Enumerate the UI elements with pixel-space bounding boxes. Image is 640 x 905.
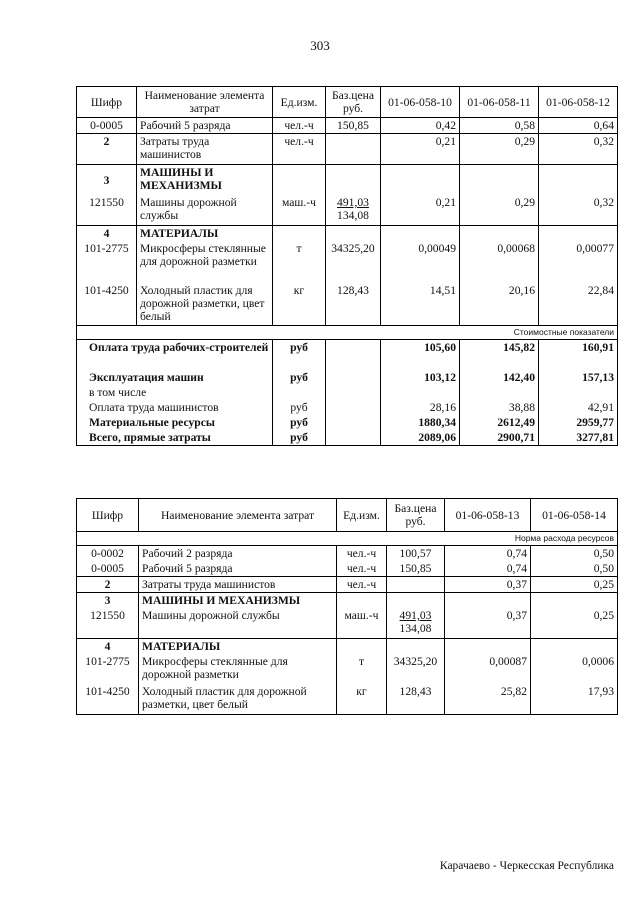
summary-row (77, 430, 618, 446)
cell-unit: кг (337, 684, 387, 715)
norm-label: Норма расхода ресурсов (77, 532, 618, 546)
cell-value: 17,93 (531, 684, 618, 715)
cell-price (326, 195, 381, 226)
cell-unit: чел.-ч (273, 118, 326, 134)
summary-unit: руб (273, 400, 326, 415)
summary-name: Оплата труда машинистов (77, 400, 273, 415)
summary-unit: руб (273, 340, 326, 371)
section-row (77, 226, 618, 242)
cell-name: Микросферы стеклянные для дорожной разметки (139, 654, 337, 684)
header-name: Наименование элемента затрат (139, 499, 337, 532)
header-name: Наименование элемента затрат (137, 87, 273, 118)
cell-price: 128,43 (387, 684, 445, 715)
cell-name: Машины дорожной службы (139, 608, 337, 639)
cell-code: 3 (77, 593, 139, 609)
summary-value: 3277,81 (539, 430, 618, 446)
summary-name: Эксплуатация машин (77, 370, 273, 385)
header-col-11: 01-06-058-11 (460, 87, 539, 118)
cell-unit: чел.-ч (337, 561, 387, 577)
cell-value: 0,37 (445, 577, 531, 593)
cell-price: 128,43 (326, 283, 381, 326)
summary-note: в том числе (77, 385, 273, 400)
cell-code: 101-2775 (77, 241, 137, 283)
table-row (77, 577, 618, 593)
cell-code: 101-2775 (77, 654, 139, 684)
cell-unit: чел.-ч (273, 134, 326, 165)
summary-row (77, 415, 618, 430)
cell-value: 14,51 (381, 283, 460, 326)
cell-value: 0,25 (531, 577, 618, 593)
cell-unit: чел.-ч (337, 577, 387, 593)
footer-region: Карачаево - Черкесская Республика (439, 860, 614, 872)
cell-code: 3 (77, 165, 137, 196)
section-title: МАШИНЫ И МЕХАНИЗМЫ (139, 593, 337, 609)
cell-value: 0,58 (460, 118, 539, 134)
table-row (77, 195, 618, 226)
cell-value: 0,32 (539, 134, 618, 165)
summary-value: 105,60 (381, 340, 460, 371)
cell-name: Рабочий 5 разряда (139, 561, 337, 577)
summary-value: 28,16 (381, 400, 460, 415)
cell-value: 0,21 (381, 134, 460, 165)
summary-value: 2959,77 (539, 415, 618, 430)
cell-value: 0,50 (531, 561, 618, 577)
cell-value: 0,25 (531, 608, 618, 639)
summary-value: 1880,34 (381, 415, 460, 430)
summary-value: 38,88 (460, 400, 539, 415)
summary-name: Всего, прямые затраты (77, 430, 273, 446)
summary-value: 142,40 (460, 370, 539, 385)
section-title: МАТЕРИАЛЫ (137, 226, 273, 242)
summary-value: 103,12 (381, 370, 460, 385)
cell-value: 0,42 (381, 118, 460, 134)
cell-value: 0,50 (531, 546, 618, 562)
cell-code: 0-0005 (77, 561, 139, 577)
summary-row (77, 400, 618, 415)
section-title: МАТЕРИАЛЫ (139, 639, 337, 655)
cost-indicators-row (77, 326, 618, 340)
table-row (77, 241, 618, 283)
cell-name: Рабочий 5 разряда (137, 118, 273, 134)
cell-value: 20,16 (460, 283, 539, 326)
cell-code: 2 (77, 577, 139, 593)
cell-value: 0,00077 (539, 241, 618, 283)
cell-price: 100,57 (387, 546, 445, 562)
header-col-13: 01-06-058-13 (445, 499, 531, 532)
table-row (77, 134, 618, 165)
cell-value: 0,74 (445, 546, 531, 562)
cell-code: 0-0005 (77, 118, 137, 134)
summary-row (77, 340, 618, 371)
cell-value: 22,84 (539, 283, 618, 326)
cell-unit: маш.-ч (273, 195, 326, 226)
table-row (77, 546, 618, 562)
header-code: Шифр (77, 499, 139, 532)
norm-row (77, 532, 618, 546)
cell-code: 101-4250 (77, 684, 139, 715)
summary-value: 42,91 (539, 400, 618, 415)
header-price: Баз.цена руб. (326, 87, 381, 118)
table-row (77, 654, 618, 684)
cell-price: 34325,20 (326, 241, 381, 283)
cell-name: Машины дорожной службы (137, 195, 273, 226)
table-row (77, 283, 618, 326)
cell-price: 34325,20 (387, 654, 445, 684)
cell-name: Микросферы стеклянные для дорожной разметки (137, 241, 273, 283)
cell-value: 0,32 (539, 195, 618, 226)
cell-name: Холодный пластик для дорожной разметки, цвет белый (137, 283, 273, 326)
summary-name: Материальные ресурсы (77, 415, 273, 430)
header-code: Шифр (77, 87, 137, 118)
table-row (77, 561, 618, 577)
section-title: МАШИНЫ И МЕХАНИЗМЫ (137, 165, 273, 196)
header-unit: Ед.изм. (337, 499, 387, 532)
summary-row (77, 385, 618, 400)
cell-code: 2 (77, 134, 137, 165)
cell-value: 0,0006 (531, 654, 618, 684)
cell-unit: кг (273, 283, 326, 326)
section-row (77, 639, 618, 655)
summary-unit: руб (273, 430, 326, 446)
cell-value: 0,00068 (460, 241, 539, 283)
page-number: 303 (310, 38, 330, 53)
header-unit: Ед.изм. (273, 87, 326, 118)
table-header-row (77, 499, 618, 532)
cell-name: Затраты труда машинистов (139, 577, 337, 593)
price-sub: 134,08 (399, 622, 432, 635)
cell-code: 101-4250 (77, 283, 137, 326)
cell-value: 25,82 (445, 684, 531, 715)
cell-value: 0,64 (539, 118, 618, 134)
cell-value: 0,00049 (381, 241, 460, 283)
summary-name: Оплата труда рабочих-строителей (77, 340, 273, 371)
header-col-14: 01-06-058-14 (531, 499, 618, 532)
cell-value: 0,00087 (445, 654, 531, 684)
cell-value: 0,29 (460, 134, 539, 165)
summary-value: 160,91 (539, 340, 618, 371)
cell-name: Рабочий 2 разряда (139, 546, 337, 562)
cell-name: Затраты труда машинистов (137, 134, 273, 165)
header-price: Баз.цена руб. (387, 499, 445, 532)
cell-code: 121550 (77, 195, 137, 226)
table-row (77, 608, 618, 639)
cell-unit: т (273, 241, 326, 283)
cell-code: 4 (77, 226, 137, 242)
cell-value: 0,21 (381, 195, 460, 226)
header-col-12: 01-06-058-12 (539, 87, 618, 118)
section-row (77, 593, 618, 609)
cell-unit: чел.-ч (337, 546, 387, 562)
summary-row (77, 370, 618, 385)
summary-value: 145,82 (460, 340, 539, 371)
cell-code: 121550 (77, 608, 139, 639)
cell-price: 150,85 (387, 561, 445, 577)
cost-table-2 (76, 498, 618, 715)
cell-unit: т (337, 654, 387, 684)
cell-price: 150,85 (326, 118, 381, 134)
cell-value: 0,37 (445, 608, 531, 639)
summary-unit: руб (273, 370, 326, 385)
cell-price (387, 608, 445, 639)
cell-code: 0-0002 (77, 546, 139, 562)
cell-code: 4 (77, 639, 139, 655)
cell-value: 0,74 (445, 561, 531, 577)
summary-unit: руб (273, 415, 326, 430)
summary-value: 2900,71 (460, 430, 539, 446)
header-col-10: 01-06-058-10 (381, 87, 460, 118)
cell-unit: маш.-ч (337, 608, 387, 639)
price-main: 491,03 (337, 196, 369, 209)
table-row (77, 118, 618, 134)
cell-name: Холодный пластик для дорожной разметки, цвет белый (139, 684, 337, 715)
summary-value: 157,13 (539, 370, 618, 385)
price-sub: 134,08 (337, 209, 369, 222)
price-main: 491,03 (399, 609, 432, 622)
cell-price (326, 134, 381, 165)
table-header-row (77, 87, 618, 118)
section-row (77, 165, 618, 196)
cost-table-1 (76, 86, 618, 446)
table-row (77, 684, 618, 715)
cost-indicators-label: Стоимостные показатели (77, 326, 618, 340)
summary-value: 2089,06 (381, 430, 460, 446)
summary-value: 2612,49 (460, 415, 539, 430)
cell-value: 0,29 (460, 195, 539, 226)
